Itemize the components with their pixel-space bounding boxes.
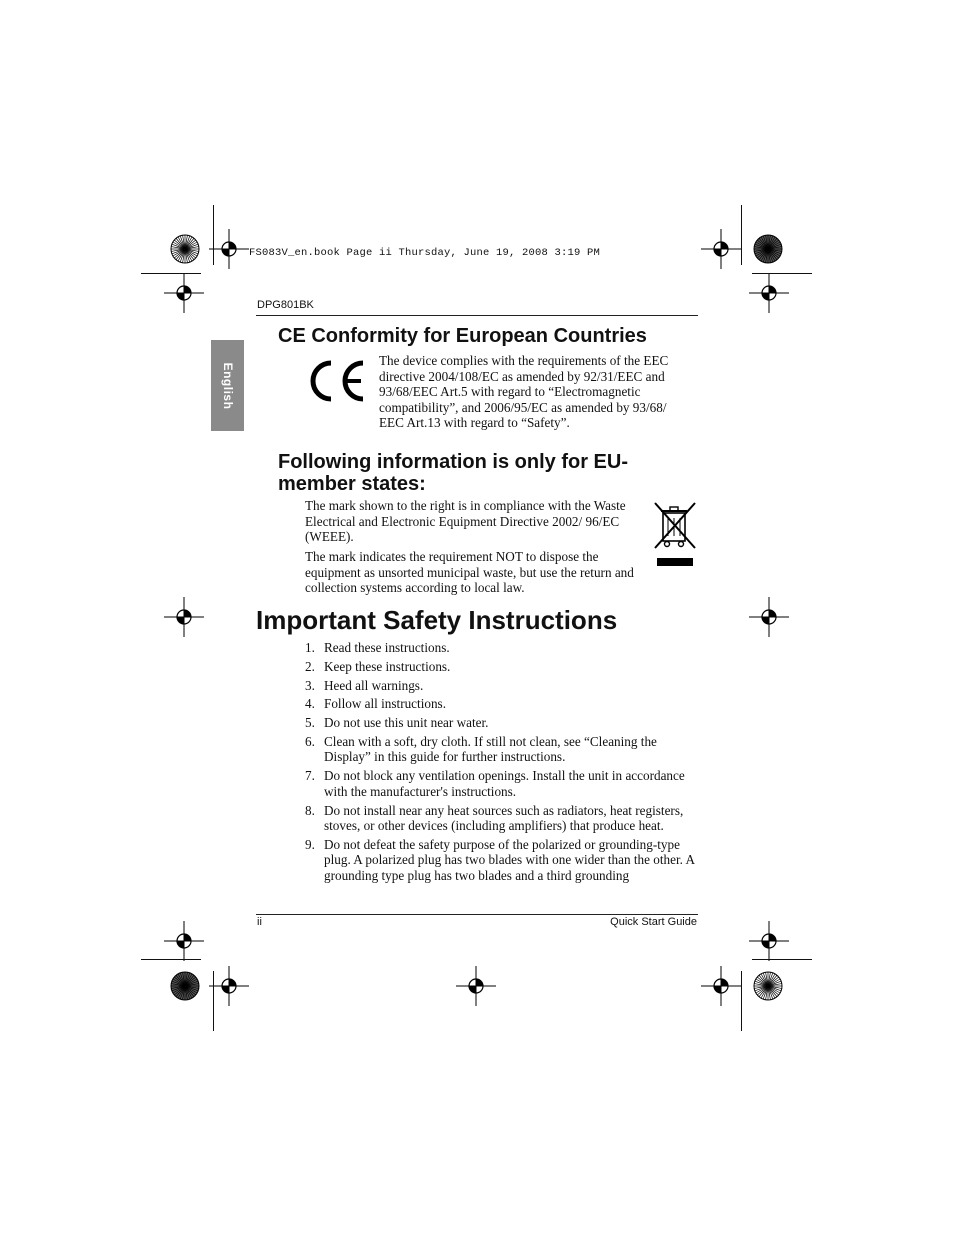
footer-rule	[256, 914, 698, 915]
item-text: Do not block any ventilation openings. Install the unit in accordance with the manufacturer's instructions.	[324, 768, 685, 799]
item-text: Do not install near any heat sources such as radiators, heat registers, stoves, or other devices (including amplifiers) that produce heat.	[324, 802, 684, 834]
list-item	[300, 640, 700, 656]
list-item	[300, 715, 700, 731]
weee-paragraph-1: The mark shown to the right is in compliance with the Waste Electrical and Electronic Equipment Directive 2002/ 96/EC (WEEE).	[305, 498, 626, 544]
safety-instructions-list	[300, 640, 700, 887]
footer-guide-title: Quick Start Guide	[610, 916, 697, 928]
footer-page-number: ii	[257, 916, 262, 928]
header-model: DPG801BK	[257, 299, 314, 311]
registration-mark-icon	[749, 273, 789, 313]
trim-line	[213, 205, 214, 265]
list-item	[300, 678, 700, 694]
weee-crossed-bin-icon	[652, 500, 698, 568]
trim-line	[752, 959, 812, 960]
color-target-icon	[753, 234, 783, 264]
registration-mark-icon	[701, 966, 741, 1006]
item-number: 5.	[305, 715, 315, 731]
registration-mark-icon	[164, 921, 204, 961]
trim-line	[741, 971, 742, 1031]
color-target-icon	[753, 971, 783, 1001]
registration-mark-icon	[456, 966, 496, 1006]
registration-mark-icon	[749, 921, 789, 961]
item-text: Do not defeat the safety purpose of the polarized or grounding-type plug. A polarized plug has two blades with one wider than the other. A grounding type plug has two blades and a third grounding	[324, 836, 695, 883]
item-number: 4.	[305, 696, 315, 712]
item-text: Do not use this unit near water.	[324, 715, 489, 731]
item-text: Keep these instructions.	[324, 658, 451, 674]
trim-line	[741, 205, 742, 265]
ce-mark-icon	[305, 358, 369, 404]
item-number: 8.	[305, 802, 315, 818]
eu-heading: Following information is only for EU-member states:	[278, 451, 628, 495]
item-number: 2.	[305, 658, 315, 674]
list-item	[300, 837, 700, 884]
list-item	[300, 734, 700, 765]
list-item	[300, 659, 700, 675]
trim-line	[141, 959, 201, 960]
registration-mark-icon	[164, 597, 204, 637]
registration-mark-icon	[701, 229, 741, 269]
item-number: 6.	[305, 733, 315, 749]
item-number: 3.	[305, 677, 315, 693]
item-text: Heed all warnings.	[324, 677, 424, 693]
item-number: 1.	[305, 640, 315, 655]
language-tab	[211, 340, 244, 431]
safety-heading: Important Safety Instructions	[256, 605, 618, 635]
ce-text: The device complies with the requirements of the EEC directive 2004/108/EC as amended by 92/31/EEC and 93/68/EEC Art.5 with regard to “Electromagnetic compatibility”, and 2006/95/EC as amended by 93/68/ EEC Art.13 with regard to “Safety”.	[379, 353, 669, 430]
weee-paragraph-2: The mark indicates the requirement NOT to dispose the equipment as unsorted municipal waste, but use the return and collection systems according to local law.	[305, 549, 634, 595]
list-item	[300, 803, 700, 834]
item-text: Follow all instructions.	[324, 696, 446, 712]
item-text: Clean with a soft, dry cloth. If still not clean, see “Cleaning the Display” in this guide for further instructions.	[324, 733, 657, 765]
trim-line	[213, 971, 214, 1031]
item-number: 9.	[305, 836, 315, 852]
color-target-icon	[170, 971, 200, 1001]
item-number: 7.	[305, 768, 315, 784]
color-target-icon	[170, 234, 200, 264]
trim-line	[141, 273, 201, 274]
item-text: Read these instructions.	[324, 640, 450, 655]
registration-mark-icon	[164, 273, 204, 313]
print-slug: FS083V_en.book Page ii Thursday, June 19, 2008 3:19 PM	[249, 247, 601, 259]
list-item	[300, 768, 700, 799]
header-rule	[256, 315, 698, 316]
trim-line	[752, 273, 812, 274]
language-tab-label: English	[220, 362, 235, 409]
ce-heading: CE Conformity for European Countries	[278, 325, 647, 347]
registration-mark-icon	[209, 966, 249, 1006]
registration-mark-icon	[749, 597, 789, 637]
registration-mark-icon	[209, 229, 249, 269]
list-item	[300, 696, 700, 712]
